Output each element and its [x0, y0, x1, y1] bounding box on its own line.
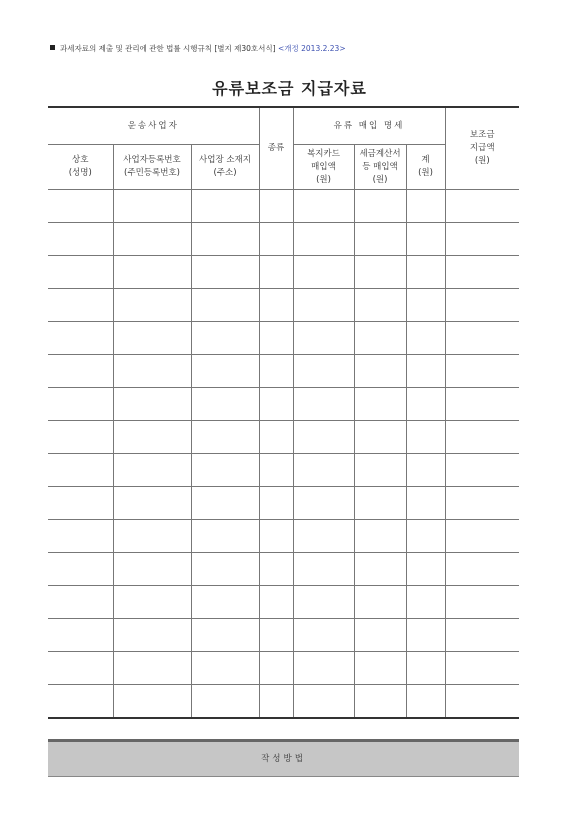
- table-row: [48, 520, 519, 553]
- subsidy-header: [445, 107, 519, 190]
- subsidy-header-line2: 지급액: [469, 143, 495, 153]
- table-cell[interactable]: [445, 223, 519, 256]
- table-cell[interactable]: [48, 223, 113, 256]
- table-cell[interactable]: [259, 355, 293, 388]
- table-cell[interactable]: [48, 553, 113, 586]
- table-cell[interactable]: [113, 421, 191, 454]
- table-cell[interactable]: [406, 520, 445, 553]
- table-cell[interactable]: [445, 421, 519, 454]
- table-cell[interactable]: [445, 388, 519, 421]
- table-cell[interactable]: [191, 619, 259, 652]
- table-cell[interactable]: [354, 454, 406, 487]
- table-cell[interactable]: [259, 685, 293, 719]
- card-purchase-header: [293, 145, 354, 190]
- table-cell[interactable]: [406, 685, 445, 719]
- table-cell[interactable]: [113, 520, 191, 553]
- table-cell[interactable]: [191, 685, 259, 719]
- table-cell[interactable]: [113, 190, 191, 223]
- table-row: [48, 652, 519, 685]
- table-cell[interactable]: [259, 454, 293, 487]
- table-cell[interactable]: [354, 586, 406, 619]
- table-cell[interactable]: [113, 223, 191, 256]
- table-cell[interactable]: [406, 586, 445, 619]
- total-header-line2: (원): [418, 168, 433, 178]
- table-row: [48, 355, 519, 388]
- table-cell[interactable]: [445, 256, 519, 289]
- table-cell[interactable]: [293, 289, 354, 322]
- revision-link[interactable]: <개정 2013.2.23>: [277, 44, 346, 53]
- table-cell[interactable]: [293, 421, 354, 454]
- table-cell[interactable]: [259, 289, 293, 322]
- bizno-header-line2: (주민등록번호): [124, 168, 180, 178]
- table-cell[interactable]: [48, 388, 113, 421]
- table-row: [48, 487, 519, 520]
- table-row: [48, 553, 519, 586]
- table-cell[interactable]: [445, 520, 519, 553]
- table-cell[interactable]: [113, 355, 191, 388]
- table-cell[interactable]: [445, 619, 519, 652]
- table-cell[interactable]: [113, 322, 191, 355]
- table-cell[interactable]: [191, 454, 259, 487]
- table-cell[interactable]: [445, 355, 519, 388]
- subsidy-header-line1: 보조금: [469, 130, 495, 140]
- table-cell[interactable]: [259, 487, 293, 520]
- table-cell[interactable]: [48, 487, 113, 520]
- table-cell[interactable]: [354, 553, 406, 586]
- table-cell[interactable]: [406, 223, 445, 256]
- bizno-header-line1: 사업자등록번호: [123, 155, 181, 165]
- table-cell[interactable]: [293, 619, 354, 652]
- table-cell[interactable]: [191, 553, 259, 586]
- table-cell[interactable]: [191, 355, 259, 388]
- table-cell[interactable]: [113, 388, 191, 421]
- table-cell[interactable]: [48, 454, 113, 487]
- table-cell[interactable]: [354, 190, 406, 223]
- table-cell[interactable]: [293, 520, 354, 553]
- table-cell[interactable]: [113, 289, 191, 322]
- table-cell[interactable]: [354, 421, 406, 454]
- table-cell[interactable]: [354, 322, 406, 355]
- table-cell[interactable]: [293, 487, 354, 520]
- total-header: [406, 145, 445, 190]
- table-cell[interactable]: [293, 256, 354, 289]
- invoice-header-line1: 세금계산서: [359, 148, 401, 159]
- table-cell[interactable]: [445, 586, 519, 619]
- table-cell[interactable]: [406, 619, 445, 652]
- table-cell[interactable]: [406, 388, 445, 421]
- fuel-type-header: 종류: [259, 107, 293, 190]
- table-cell[interactable]: [191, 421, 259, 454]
- table-cell[interactable]: [354, 652, 406, 685]
- table-cell[interactable]: [113, 256, 191, 289]
- table-row: [48, 322, 519, 355]
- table-cell[interactable]: [406, 487, 445, 520]
- table-cell[interactable]: [191, 652, 259, 685]
- table-cell[interactable]: [259, 190, 293, 223]
- table-cell[interactable]: [445, 322, 519, 355]
- table-cell[interactable]: [259, 256, 293, 289]
- table-cell[interactable]: [191, 289, 259, 322]
- table-cell[interactable]: [406, 322, 445, 355]
- table-cell[interactable]: [293, 388, 354, 421]
- table-cell[interactable]: [191, 487, 259, 520]
- table-cell[interactable]: [406, 190, 445, 223]
- table-cell[interactable]: [259, 586, 293, 619]
- table-cell[interactable]: [406, 553, 445, 586]
- table-cell[interactable]: [113, 553, 191, 586]
- table-cell[interactable]: [406, 355, 445, 388]
- table-cell[interactable]: [48, 652, 113, 685]
- location-header: [191, 145, 259, 190]
- table-cell[interactable]: [259, 421, 293, 454]
- table-cell[interactable]: [191, 190, 259, 223]
- table-body: [48, 190, 519, 719]
- table-row: [48, 388, 519, 421]
- card-header-line3: (원): [316, 174, 331, 185]
- table-cell[interactable]: [259, 388, 293, 421]
- table-cell[interactable]: [293, 586, 354, 619]
- table-cell[interactable]: [191, 223, 259, 256]
- page-title: 유류보조금 지급자료: [212, 79, 367, 98]
- card-header-line1: 복지카드: [307, 148, 340, 159]
- table-cell[interactable]: [48, 256, 113, 289]
- table-cell[interactable]: [259, 619, 293, 652]
- table-row: [48, 256, 519, 289]
- table-cell[interactable]: [445, 190, 519, 223]
- invoice-purchase-header: [354, 145, 406, 190]
- table-cell[interactable]: [293, 190, 354, 223]
- table-cell[interactable]: [48, 355, 113, 388]
- table-cell[interactable]: [259, 652, 293, 685]
- table-cell[interactable]: [293, 553, 354, 586]
- table-cell[interactable]: [191, 520, 259, 553]
- table-cell[interactable]: [113, 487, 191, 520]
- table-row: [48, 586, 519, 619]
- table-cell[interactable]: [48, 421, 113, 454]
- table-cell[interactable]: [406, 652, 445, 685]
- table-cell[interactable]: [354, 223, 406, 256]
- invoice-header-line3: (원): [372, 174, 388, 185]
- table-cell[interactable]: [113, 586, 191, 619]
- bullet-square-icon: [50, 45, 55, 50]
- table-row: [48, 289, 519, 322]
- table-cell[interactable]: [445, 652, 519, 685]
- table-cell[interactable]: [445, 553, 519, 586]
- table-cell[interactable]: [293, 355, 354, 388]
- table-row: [48, 454, 519, 487]
- group-purchase-header: 유류 매입 명세: [293, 107, 445, 145]
- table-cell[interactable]: [445, 454, 519, 487]
- table-cell[interactable]: [259, 520, 293, 553]
- table-row: [48, 619, 519, 652]
- table-cell[interactable]: [48, 322, 113, 355]
- table-cell[interactable]: [191, 256, 259, 289]
- table-cell[interactable]: [406, 256, 445, 289]
- table-cell[interactable]: [259, 553, 293, 586]
- table-cell[interactable]: [445, 289, 519, 322]
- form-reference: [50, 43, 346, 54]
- table-cell[interactable]: [354, 487, 406, 520]
- invoice-header-line2: 등 매입액: [362, 161, 398, 172]
- table-cell[interactable]: [293, 685, 354, 719]
- table-cell[interactable]: [293, 322, 354, 355]
- trade-name-header-line1: 상호: [72, 155, 89, 165]
- location-header-line2: (주소): [213, 168, 237, 178]
- table-cell[interactable]: [48, 190, 113, 223]
- table-cell[interactable]: [293, 223, 354, 256]
- table-cell[interactable]: [48, 586, 113, 619]
- table-cell[interactable]: [354, 256, 406, 289]
- table-cell[interactable]: [191, 322, 259, 355]
- group-operator-header: 운송사업자: [48, 107, 259, 145]
- subsidy-table: [48, 106, 519, 719]
- table-cell[interactable]: [354, 520, 406, 553]
- table-cell[interactable]: [354, 685, 406, 719]
- table-cell[interactable]: [48, 619, 113, 652]
- table-cell[interactable]: [445, 487, 519, 520]
- table-cell[interactable]: [113, 619, 191, 652]
- bizno-header: [113, 145, 191, 190]
- instructions-bar: 작성방법: [48, 739, 519, 777]
- table-cell[interactable]: [113, 652, 191, 685]
- table-row: [48, 685, 519, 719]
- table-cell[interactable]: [354, 388, 406, 421]
- table-cell[interactable]: [113, 454, 191, 487]
- total-header-line1: 계: [421, 155, 430, 165]
- location-header-line1: 사업장 소재지: [199, 155, 251, 165]
- table-cell[interactable]: [48, 520, 113, 553]
- trade-name-header-line2: (성명): [68, 168, 92, 178]
- table-cell[interactable]: [406, 454, 445, 487]
- table-row: [48, 421, 519, 454]
- table-cell[interactable]: [48, 289, 113, 322]
- table-cell[interactable]: [354, 355, 406, 388]
- table-cell[interactable]: [406, 421, 445, 454]
- table-cell[interactable]: [354, 289, 406, 322]
- table-cell[interactable]: [191, 388, 259, 421]
- table-cell[interactable]: [293, 454, 354, 487]
- table-row: [48, 223, 519, 256]
- law-reference-text: 과세자료의 제출 및 관리에 관한 법률 시행규칙 [별지 제30호서식]: [60, 44, 276, 53]
- table-cell[interactable]: [445, 685, 519, 719]
- table-cell[interactable]: [259, 322, 293, 355]
- card-header-line2: 매입액: [311, 161, 336, 172]
- table-cell[interactable]: [259, 223, 293, 256]
- table-cell[interactable]: [406, 289, 445, 322]
- table-cell[interactable]: [354, 619, 406, 652]
- table-cell[interactable]: [293, 652, 354, 685]
- table-row: [48, 190, 519, 223]
- subsidy-header-line3: (원): [474, 156, 490, 166]
- trade-name-header: [48, 145, 113, 190]
- table-cell[interactable]: [48, 685, 113, 719]
- table-cell[interactable]: [113, 685, 191, 719]
- table-cell[interactable]: [191, 586, 259, 619]
